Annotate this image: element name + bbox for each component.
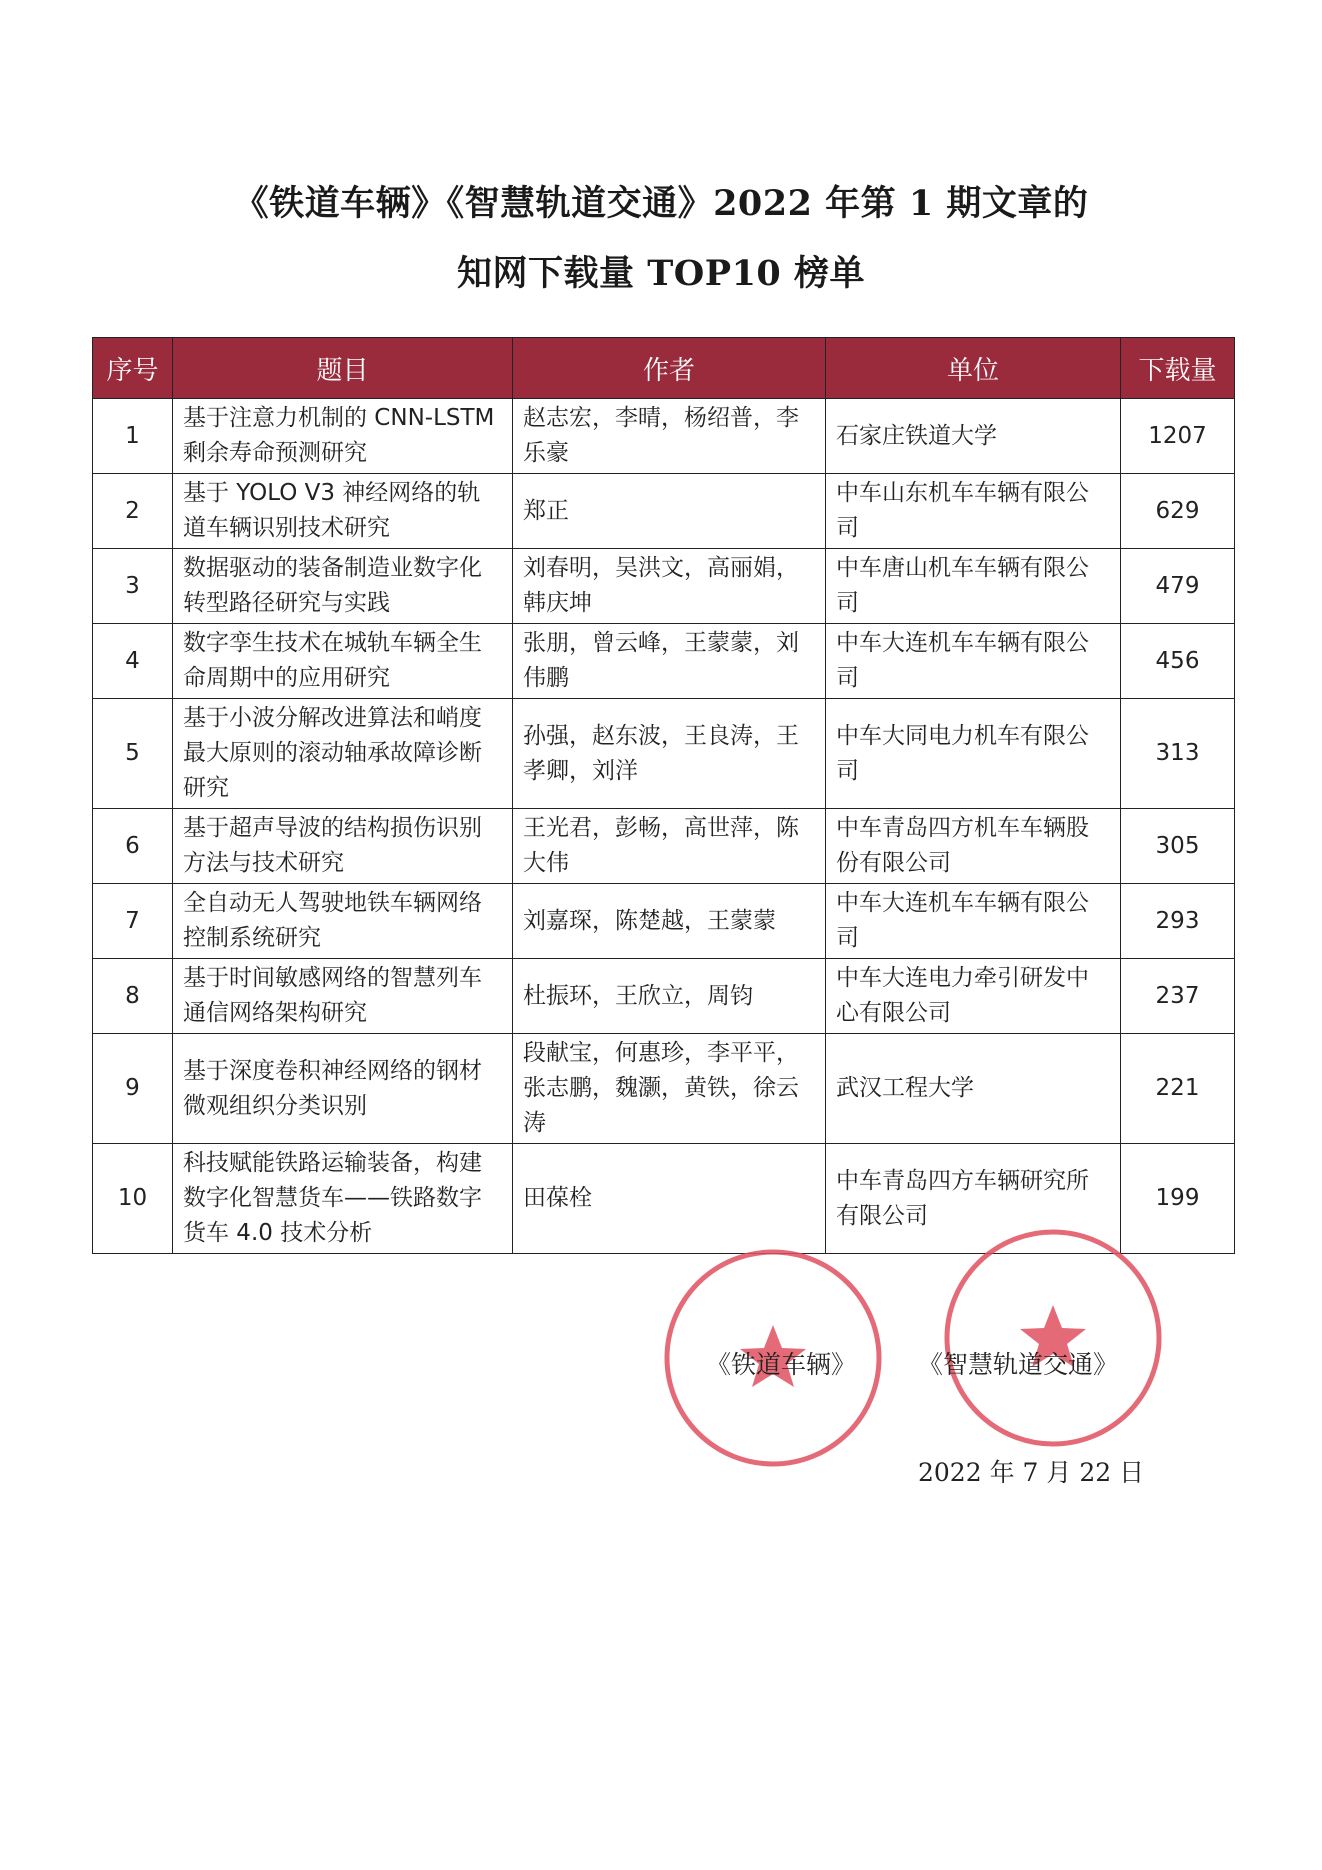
cell-number: 8	[93, 959, 173, 1034]
cell-unit: 中车唐山机车车辆有限公司	[826, 549, 1121, 624]
table-row	[93, 549, 1235, 624]
cell-authors: 杜振环，王欣立，周钧	[513, 959, 826, 1034]
ranking-table	[92, 337, 1235, 1254]
header-downloads: 下载量	[1121, 338, 1235, 399]
cell-unit: 中车大连机车车辆有限公司	[826, 624, 1121, 699]
document-title-line1: 《铁道车辆》《智慧轨道交通》2022 年第 1 期文章的	[233, 183, 1089, 224]
header-title: 题目	[173, 338, 513, 399]
header-authors: 作者	[513, 338, 826, 399]
cell-authors: 赵志宏，李晴，杨绍普，李乐豪	[513, 399, 826, 474]
cell-title: 基于小波分解改进算法和峭度最大原则的滚动轴承故障诊断研究	[173, 699, 513, 809]
right-stamp	[940, 1225, 1166, 1451]
cell-number: 9	[93, 1034, 173, 1144]
cell-authors: 段献宝，何惠珍，李平平，张志鹏，魏灏，黄铁，徐云涛	[513, 1034, 826, 1144]
cell-unit: 中车青岛四方车辆研究所有限公司	[826, 1144, 1121, 1254]
cell-number: 6	[93, 809, 173, 884]
cell-unit: 中车大连机车车辆有限公司	[826, 884, 1121, 959]
cell-title: 科技赋能铁路运输装备，构建数字化智慧货车——铁路数字货车 4.0 技术分析	[173, 1144, 513, 1254]
cell-authors: 田葆栓	[513, 1144, 826, 1254]
cell-downloads: 221	[1121, 1034, 1235, 1144]
signature-label-left: 《铁道车辆》	[706, 1350, 857, 1379]
cell-unit: 石家庄铁道大学	[826, 399, 1121, 474]
cell-title: 基于 YOLO V3 神经网络的轨道车辆识别技术研究	[173, 474, 513, 549]
table-row	[93, 399, 1235, 474]
cell-number: 4	[93, 624, 173, 699]
cell-downloads: 237	[1121, 959, 1235, 1034]
cell-downloads: 199	[1121, 1144, 1235, 1254]
cell-downloads: 456	[1121, 624, 1235, 699]
cell-authors: 刘春明，吴洪文，高丽娟，韩庆坤	[513, 549, 826, 624]
header-unit: 单位	[826, 338, 1121, 399]
cell-number: 2	[93, 474, 173, 549]
cell-number: 7	[93, 884, 173, 959]
cell-authors: 刘嘉琛，陈楚越，王蒙蒙	[513, 884, 826, 959]
table-header-row	[93, 338, 1235, 399]
cell-title: 数据驱动的装备制造业数字化转型路径研究与实践	[173, 549, 513, 624]
signature-date: 2022 年 7 月 22 日	[918, 1458, 1145, 1487]
table-row	[93, 959, 1235, 1034]
table-row	[93, 1034, 1235, 1144]
table-row	[93, 699, 1235, 809]
table-row	[93, 624, 1235, 699]
cell-number: 10	[93, 1144, 173, 1254]
cell-downloads: 293	[1121, 884, 1235, 959]
document-title-line2: 知网下载量 TOP10 榜单	[457, 253, 865, 294]
cell-authors: 郑正	[513, 474, 826, 549]
header-number: 序号	[93, 338, 173, 399]
cell-downloads: 629	[1121, 474, 1235, 549]
table-row	[93, 884, 1235, 959]
signature-label-right: 《智慧轨道交通》	[918, 1350, 1119, 1379]
cell-authors: 孙强，赵东波，王良涛，王孝卿，刘洋	[513, 699, 826, 809]
table-row	[93, 474, 1235, 549]
cell-title: 基于超声导波的结构损伤识别方法与技术研究	[173, 809, 513, 884]
cell-downloads: 1207	[1121, 399, 1235, 474]
cell-unit: 武汉工程大学	[826, 1034, 1121, 1144]
cell-title: 基于时间敏感网络的智慧列车通信网络架构研究	[173, 959, 513, 1034]
cell-number: 3	[93, 549, 173, 624]
cell-downloads: 313	[1121, 699, 1235, 809]
cell-number: 1	[93, 399, 173, 474]
cell-downloads: 305	[1121, 809, 1235, 884]
cell-title: 全自动无人驾驶地铁车辆网络控制系统研究	[173, 884, 513, 959]
cell-unit: 中车大同电力机车有限公司	[826, 699, 1121, 809]
cell-title: 基于注意力机制的 CNN-LSTM 剩余寿命预测研究	[173, 399, 513, 474]
cell-title: 基于深度卷积神经网络的钢材微观组织分类识别	[173, 1034, 513, 1144]
cell-number: 5	[93, 699, 173, 809]
table-row	[93, 809, 1235, 884]
cell-authors: 张朋，曾云峰，王蒙蒙，刘伟鹏	[513, 624, 826, 699]
cell-authors: 王光君，彭畅，高世萍，陈大伟	[513, 809, 826, 884]
cell-unit: 中车山东机车车辆有限公司	[826, 474, 1121, 549]
cell-unit: 中车大连电力牵引研发中心有限公司	[826, 959, 1121, 1034]
cell-title: 数字孪生技术在城轨车辆全生命周期中的应用研究	[173, 624, 513, 699]
cell-unit: 中车青岛四方机车车辆股份有限公司	[826, 809, 1121, 884]
cell-downloads: 479	[1121, 549, 1235, 624]
